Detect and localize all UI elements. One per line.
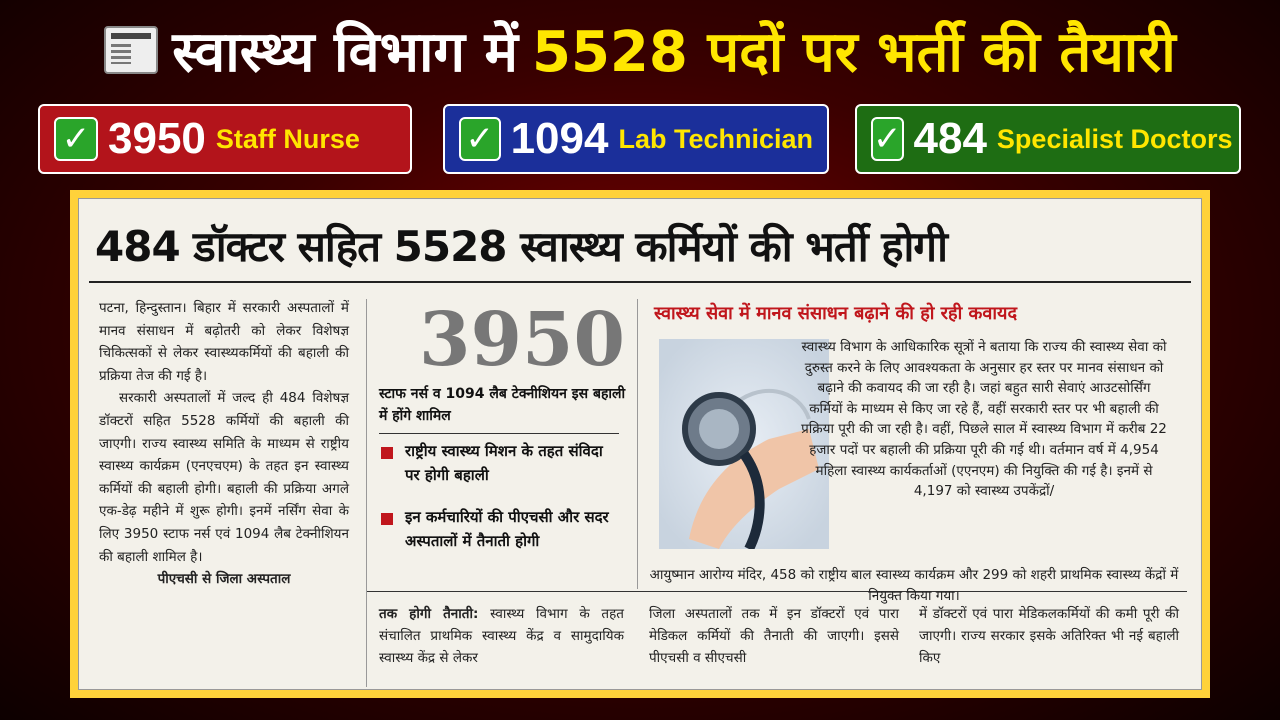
header-title-yellow: 5528 पदों पर भर्ती की तैयारी bbox=[532, 20, 1176, 85]
article-column-1 bbox=[99, 297, 349, 591]
bottom-column-4: में डॉक्टरों एवं पारा मेडिकलकर्मियों की कमी पूरी की जाएगी। राज्य सरकार इसके अतिरिक्त भी नई बहाली किए bbox=[919, 606, 1179, 666]
col1-subhead: पीएचसी से जिला अस्पताल bbox=[157, 571, 291, 588]
col1-para-2: सरकारी अस्पतालों में जल्द ही 484 विशेषज्ञ डॉक्टरों सहित 5528 कर्मियों की बहाली की जाएगी। राज्य स्वास्थ्य समिति के माध्यम से राष्ट्रीय स्वास्थ्य कार्यक्रम (एनएचएम) के तहत इन स्वास्थ्य कर्मियों की बहाली होगी। बहाली की प्रक्रिया अगले एक-डेढ़ महीने में शुरू होगी। इनमें नर्सिंग सेवा के लिए 3950 स्टाफ नर्स एवं 1094 लैब टेक्नीशियन की बहाली शामिल है। bbox=[99, 390, 349, 565]
col1-para-1: पटना, हिन्दुस्तान। बिहार में सरकारी अस्पतालों में मानव संसाधन में बढ़ोतरी को लेकर विशेषज्ञ चिकित्सकों से लेकर स्वास्थ्यकर्मियों की बहाली की प्रक्रिया तेज की गई है। bbox=[99, 300, 349, 384]
checkmark-icon: ✓ bbox=[54, 117, 98, 161]
checkmark-icon: ✓ bbox=[459, 117, 501, 161]
pill-label: Specialist Doctors bbox=[996, 123, 1233, 154]
right-body-text-2: आयुष्मान आरोग्य मंदिर, 458 को राष्ट्रीय बाल स्वास्थ्य कार्यक्रम और 299 को शहरी प्राथमिक स्वास्थ्य केंद्रों में नियुक्त किया गया। bbox=[649, 567, 1179, 604]
column-divider bbox=[366, 299, 367, 687]
clipping-inner bbox=[78, 198, 1202, 690]
bottom-col2-text: स्वास्थ्य विभाग के तहत संचालित प्राथमिक स्वास्थ्य केंद्र व सामुदायिक स्वास्थ्य केंद्र से लेकर bbox=[379, 606, 624, 666]
pill-number: 1094 bbox=[510, 114, 609, 163]
bottom-lead: तक होगी तैनाती: bbox=[379, 606, 479, 622]
bullet-item bbox=[379, 505, 619, 553]
header-title-white: स्वास्थ्य विभाग में bbox=[172, 20, 518, 85]
section-rule bbox=[379, 433, 619, 434]
bottom-column-2 bbox=[379, 603, 624, 669]
pill-number: 3950 bbox=[108, 114, 206, 163]
bullet-square-icon bbox=[381, 447, 393, 459]
big-number-subtext: स्टाफ नर्स व 1094 लैब टेक्नीशियन इस बहाली में होंगे शामिल bbox=[379, 386, 626, 424]
pill-label: Lab Technician bbox=[618, 123, 813, 154]
pill-staff-nurse bbox=[38, 104, 412, 174]
headline-rule bbox=[89, 281, 1191, 283]
bullet-text: राष्ट्रीय स्वास्थ्य मिशन के तहत संविदा पर होगी बहाली bbox=[405, 442, 603, 484]
bullet-item bbox=[379, 439, 619, 487]
bullet-square-icon bbox=[381, 513, 393, 525]
checkmark-icon: ✓ bbox=[873, 119, 902, 159]
pill-label: Staff Nurse bbox=[215, 123, 360, 154]
pill-lab-technician bbox=[443, 104, 829, 174]
pill-specialist-doctors bbox=[855, 104, 1241, 174]
article-headline: 484 डॉक्टर सहित 5528 स्वास्थ्य कर्मियों की भर्ती होगी bbox=[95, 222, 947, 271]
big-number: 3950 bbox=[419, 297, 625, 383]
bullet-text: इन कर्मचारियों की पीएचसी और सदर अस्पतालों में तैनाती होगी bbox=[405, 508, 609, 550]
right-heading: स्वास्थ्य सेवा में मानव संसाधन बढ़ाने की हो रही कवायद bbox=[654, 303, 1018, 324]
newspaper-clipping bbox=[70, 190, 1210, 698]
right-body-text: स्वास्थ्य विभाग के आधिकारिक सूत्रों ने बताया कि राज्य की स्वास्थ्य सेवा को दुरुस्त करने के लिए आवश्यकता के अनुसार हर स्तर पर मानव संसाधन को बढ़ाने की कवायद की जा रही है। जहां बहुत सारी सेवाएं आउटसोर्सिंग कर्मियों के माध्यम से किए जा रहे हैं, वहीं सरकारी स्तर पर भी बहाली की प्रक्रिया पूरी की जा रही है। वहीं, पिछले साल में स्वास्थ्य विभाग में करीब 22 हजार पदों पर बहाली की प्रक्रिया पूरी की गई थी। वर्तमान वर्ष में 4,954 महिला स्वास्थ्य कार्यकर्ताओं (एएनएम) की नियुक्ति की गई है। इनमें से 4,197 को स्वास्थ्य उपकेंद्रों/ bbox=[801, 339, 1167, 500]
column-divider bbox=[637, 299, 638, 589]
header bbox=[0, 0, 1280, 100]
bottom-column-3: जिला अस्पतालों तक में इन डॉक्टरों एवं पारा मेडिकल कर्मियों की तैनाती की जाएगी। इससे पीएचसी व सीएचसी bbox=[649, 606, 899, 666]
pill-number: 484 bbox=[913, 114, 987, 163]
newspaper-icon bbox=[104, 26, 158, 74]
